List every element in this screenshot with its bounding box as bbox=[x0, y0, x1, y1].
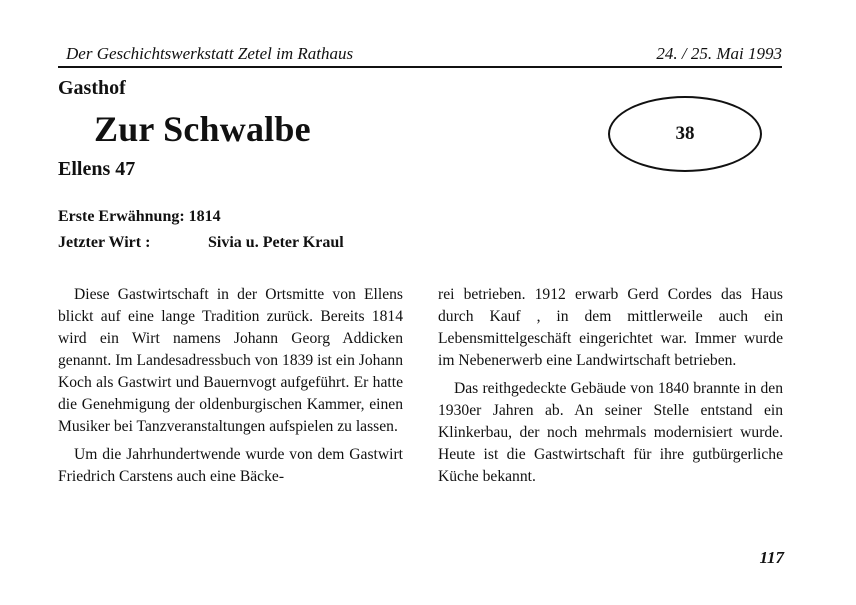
header-source: Der Geschichtswerkstatt Zetel im Rathaus bbox=[66, 44, 354, 63]
entry-number-badge bbox=[608, 96, 762, 172]
entry-kicker: Gasthof bbox=[58, 77, 126, 99]
text-column-right bbox=[438, 284, 783, 494]
page-title: Zur Schwalbe bbox=[94, 109, 311, 149]
paragraph: Diese Gastwirtschaft in der Ortsmitte von Ellens blickt auf eine lange Tradition zurück. Bereits 1814 wird ein Wirt namens Johann Georg Addicken genannt. Im Landesadressbuch von 1839 ist ein Johann Koch als Gastwirt und Bauernvogt aufgeführt. Er hatte die Genehmigung der oldenburgischen Kammer, einen Musiker bei Tanzveranstaltungen aufspielen zu lassen. bbox=[58, 286, 403, 435]
running-header bbox=[58, 42, 782, 68]
paragraph-continued: rei betrieben. 1912 erwarb Gerd Cordes das Haus durch Kauf , in dem mittlerweile auch ein Lebensmittelgeschäft eingerichtet war. Immer wurde im Nebenerwerb eine Landwirtschaft betrieben. bbox=[438, 286, 783, 369]
text-column-left bbox=[58, 284, 403, 494]
entry-address: Ellens 47 bbox=[58, 158, 136, 180]
current-host-label: Jetzter Wirt : bbox=[58, 234, 151, 251]
first-mention: Erste Erwähnung: 1814 bbox=[58, 208, 221, 225]
paragraph: Um die Jahrhundertwende wurde von dem Gastwirt Friedrich Carstens auch eine Bäcke- bbox=[58, 446, 403, 485]
paragraph: Das reithgedeckte Gebäude von 1840 brannte in den 1930er Jahren ab. An seiner Stelle entstand ein Klinkerbau, der noch mehrmals modernisiert wurde. Heute ist die Gastwirtschaft für ihre gutbürgerliche Küche bekannt. bbox=[438, 380, 783, 485]
page-number: 117 bbox=[759, 548, 784, 567]
header-date: 24. / 25. Mai 1993 bbox=[656, 44, 782, 63]
current-host-value: Sivia u. Peter Kraul bbox=[208, 234, 344, 251]
entry-number: 38 bbox=[675, 123, 695, 144]
current-host bbox=[58, 234, 344, 252]
